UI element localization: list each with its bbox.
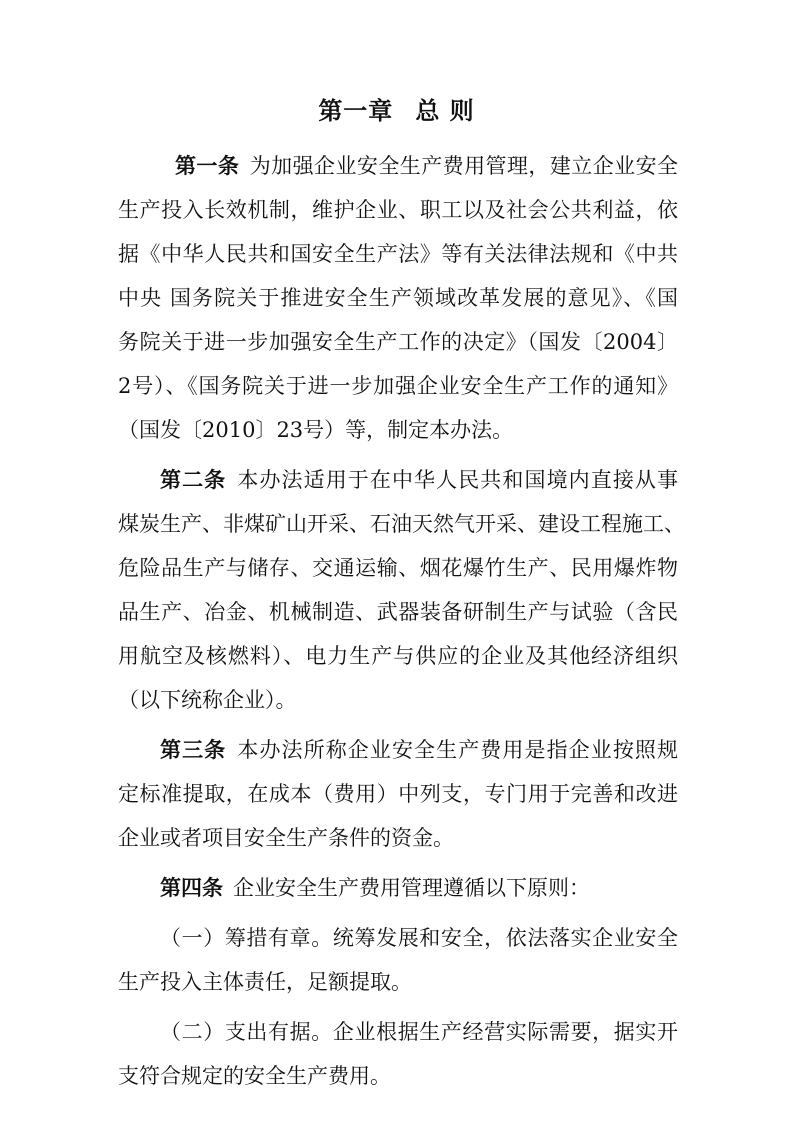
article1-number: 第一条 bbox=[175, 154, 240, 178]
article3-number: 第三条 bbox=[160, 738, 227, 762]
article4-line-1 bbox=[160, 866, 678, 910]
article2-line-2: 煤炭生产、非煤矿山开采、石油天然气开采、建设工程施工、 bbox=[118, 512, 685, 536]
article2-text: 本办法适用于在中华人民共和国境内直接从事 bbox=[236, 468, 679, 492]
article3-line-3: 企业或者项目安全生产条件的资金。 bbox=[118, 826, 454, 850]
article4-number: 第四条 bbox=[160, 876, 223, 900]
chapter-title bbox=[0, 93, 793, 129]
article1-line-3: 据《中华人民共和国安全生产法》等有关法律法规和《中共 bbox=[118, 242, 678, 266]
article2-line-6: （以下统称企业）。 bbox=[118, 688, 297, 712]
article1-line-7: （国发〔2010〕23号）等，制定本办法。 bbox=[118, 418, 514, 442]
article3-text: 本办法所称企业安全生产费用是指企业按照规 bbox=[236, 738, 679, 762]
principle2-line-2: 支符合规定的安全生产费用。 bbox=[118, 1064, 391, 1088]
article1-line-4: 中央 国务院关于推进安全生产领域改革发展的意见》、《国 bbox=[118, 286, 678, 310]
principle1-line-2: 生产投入主体责任，足额提取。 bbox=[118, 970, 412, 994]
article1-line-2: 生产投入长效机制，维护企业、职工以及社会公共利益，依 bbox=[118, 198, 678, 222]
article3-line-2: 定标准提取，在成本（费用）中列支，专门用于完善和改进 bbox=[118, 782, 678, 806]
chapter-name: 总 则 bbox=[415, 97, 475, 125]
chapter-number: 第一章 bbox=[318, 97, 394, 125]
principle2-line-1: （二）支出有据。企业根据生产经营实际需要，据实开 bbox=[160, 1020, 678, 1044]
article2-number: 第二条 bbox=[160, 468, 227, 492]
article1-text: 为加强企业安全生产费用管理，建立企业安全 bbox=[249, 154, 679, 178]
article2-line-5: 用航空及核燃料）、电力生产与供应的企业及其他经济组织 bbox=[118, 644, 678, 668]
article1-line-5: 务院关于进一步加强安全生产工作的决定》（国发〔2004〕 bbox=[118, 330, 678, 354]
article2-line-1 bbox=[160, 458, 678, 502]
article3-line-1 bbox=[160, 728, 678, 772]
article2-line-3: 危险品生产与储存、交通运输、烟花爆竹生产、民用爆炸物 bbox=[118, 556, 678, 580]
principle1-line-1: （一）筹措有章。统筹发展和安全，依法落实企业安全 bbox=[160, 926, 678, 950]
article1-line-1 bbox=[175, 144, 678, 188]
article4-text: 企业安全生产费用管理遵循以下原则： bbox=[233, 876, 590, 900]
article2-line-4: 品生产、冶金、机械制造、武器装备研制生产与试验（含民 bbox=[118, 600, 678, 624]
article1-line-6: 2号）、《国务院关于进一步加强企业安全生产工作的通知》 bbox=[118, 374, 678, 398]
